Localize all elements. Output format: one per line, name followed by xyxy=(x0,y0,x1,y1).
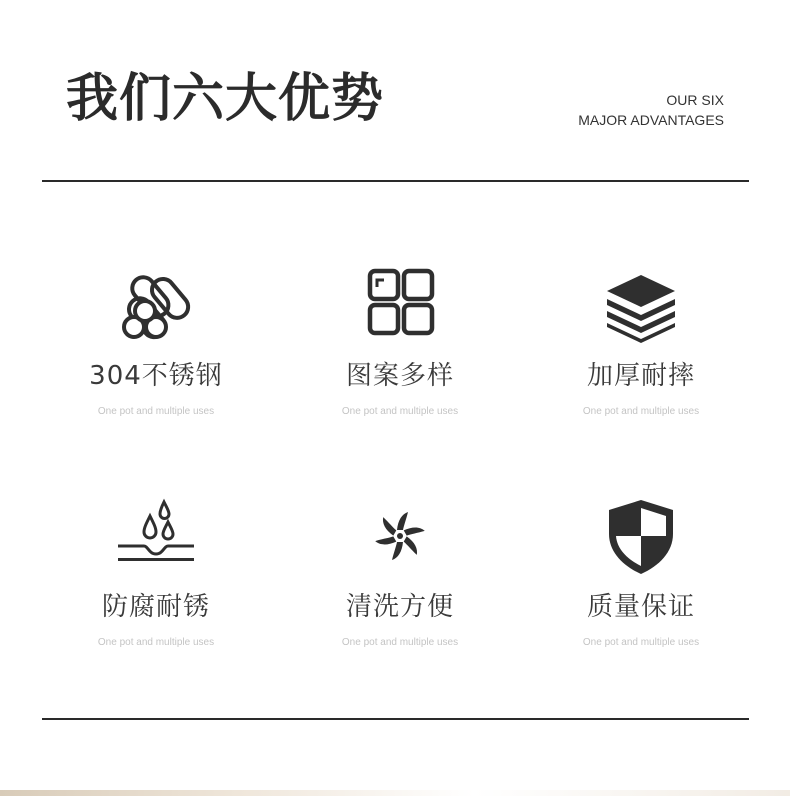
advantage-caption: One pot and multiple uses xyxy=(582,637,700,648)
advantage-card-thickened xyxy=(521,265,761,417)
advantage-label: 图案多样 xyxy=(345,361,454,391)
advantage-label: 质量保证 xyxy=(586,592,695,622)
water-drops-icon xyxy=(101,496,211,576)
bottom-divider xyxy=(42,718,749,720)
page-subtitle xyxy=(578,90,724,130)
advantage-card-easy-clean xyxy=(280,496,520,648)
advantage-caption: One pot and multiple uses xyxy=(341,406,459,417)
advantage-card-anticorrosion xyxy=(36,496,276,648)
advantage-caption: One pot and multiple uses xyxy=(97,406,215,417)
top-divider xyxy=(42,180,749,182)
advantage-caption: One pot and multiple uses xyxy=(97,637,215,648)
subtitle-line-2: MAJOR ADVANTAGES xyxy=(578,112,724,128)
advantage-caption: One pot and multiple uses xyxy=(582,406,700,417)
footer-strip xyxy=(0,790,790,796)
grid-icon xyxy=(360,265,440,345)
advantage-card-patterns xyxy=(280,265,520,417)
advantage-card-quality xyxy=(521,496,761,648)
shield-icon xyxy=(601,496,681,576)
advantage-label: 加厚耐摔 xyxy=(586,361,695,391)
subtitle-line-1: OUR SIX xyxy=(666,92,724,108)
pinwheel-icon xyxy=(360,496,440,576)
advantage-card-steel xyxy=(36,265,276,417)
layers-icon xyxy=(601,265,681,345)
steel-rods-icon xyxy=(116,265,196,345)
advantage-caption: One pot and multiple uses xyxy=(341,637,459,648)
advantage-label: 防腐耐锈 xyxy=(101,592,210,622)
advantage-label: 清洗方便 xyxy=(345,592,454,622)
page-title: 我们六大优势 xyxy=(66,69,385,129)
advantage-label: 304不锈钢 xyxy=(89,361,223,391)
